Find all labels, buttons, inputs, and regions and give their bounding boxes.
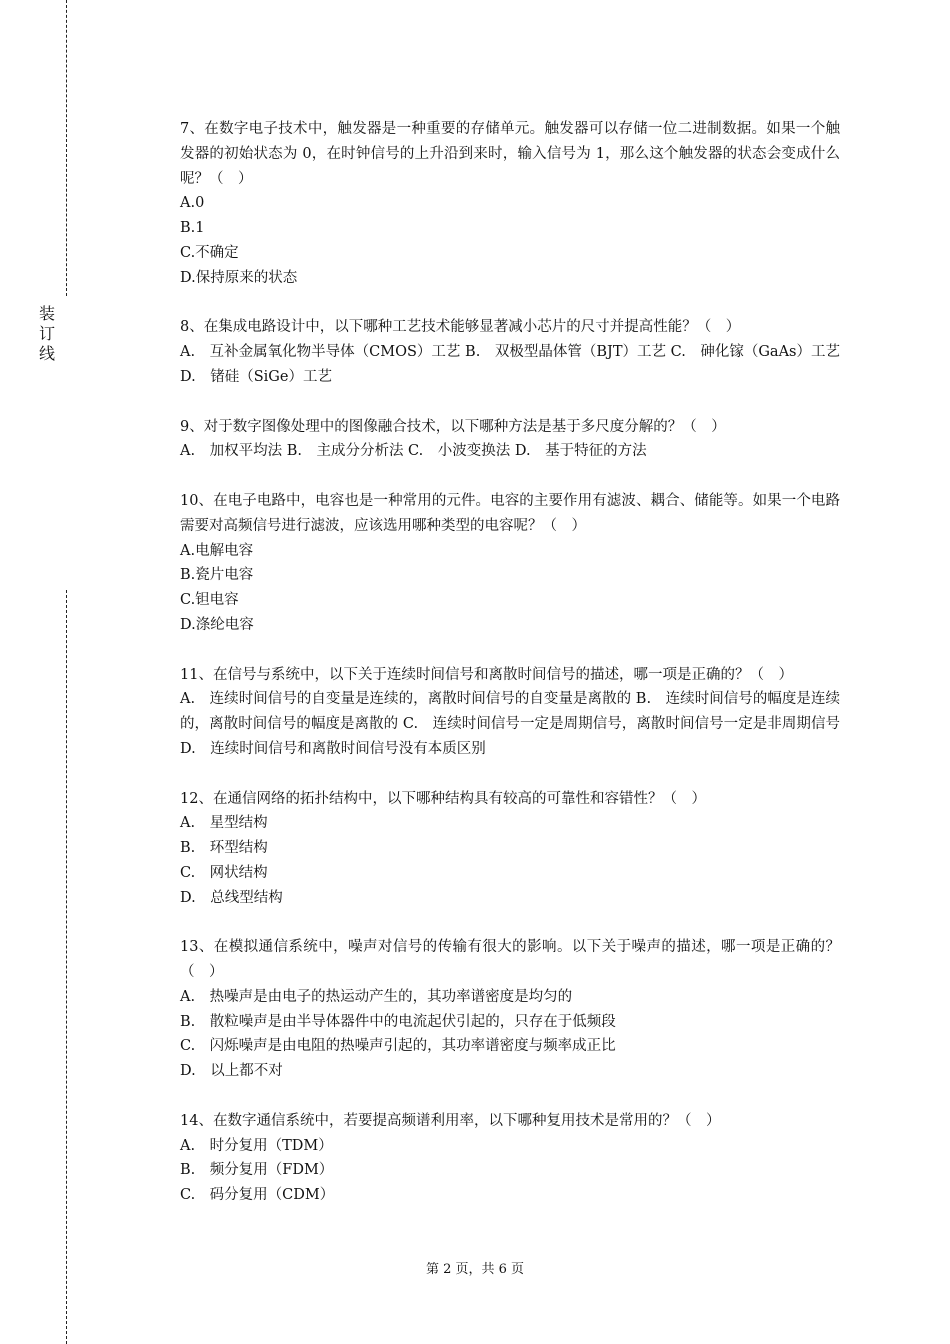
question-10 [180, 489, 840, 638]
question-stem: 10、在电子电路中，电容也是一种常用的元件。电容的主要作用有滤波、耦合、储能等。如果一个电路需要对高频信号进行滤波，应该选用哪种类型的电容呢？（ ） [180, 492, 840, 534]
binding-line-bottom [66, 590, 67, 1344]
question-stem: 14、在数字通信系统中，若要提高频谱利用率，以下哪种复用技术是常用的？（ ） [180, 1112, 721, 1129]
question-stem: 13、在模拟通信系统中，噪声对信号的传输有很大的影响。以下关于噪声的描述，哪一项是正确的？（ ） [180, 939, 840, 981]
option-d: D. 总线型结构 [180, 889, 283, 906]
option-b: B. 散粒噪声是由半导体器件中的电流起伏引起的，只存在于低频段 [180, 1013, 616, 1030]
option-c: C. 网状结构 [180, 864, 268, 881]
option-a: A. 热噪声是由电子的热运动产生的，其功率谱密度是均匀的 [180, 988, 573, 1005]
option-b: B.1 [180, 220, 205, 237]
question-7 [180, 117, 840, 291]
question-stem: 11、在信号与系统中，以下关于连续时间信号和离散时间信号的描述，哪一项是正确的？（ ） [180, 666, 793, 683]
option-a: A. 星型结构 [180, 815, 268, 832]
option-d: D.涤纶电容 [180, 616, 254, 633]
option-a: A.电解电容 [180, 542, 254, 559]
option-a: A.0 [180, 195, 205, 212]
exam-content [180, 117, 840, 1233]
option-b: B. 环型结构 [180, 840, 268, 857]
option-a: A. 时分复用（TDM） [180, 1137, 333, 1154]
option-c: C.不确定 [180, 244, 239, 261]
question-13 [180, 935, 840, 1084]
binding-line-top [66, 0, 67, 296]
question-options-inline: A. 连续时间信号的自变量是连续的，离散时间信号的自变量是离散的 B. 连续时间信号的幅度是连续的，离散时间信号的幅度是离散的 C. 连续时间信号一定是周期信号，离散时间信号一定是非周期信号 D. 连续时间信号和离散时间信号没有本质区别 [180, 691, 840, 757]
question-11 [180, 663, 840, 762]
binding-label [37, 304, 57, 364]
question-stem: 9、对于数字图像处理中的图像融合技术，以下哪种方法是基于多尺度分解的？（ ） [180, 418, 726, 435]
question-14 [180, 1109, 840, 1208]
option-d: D.保持原来的状态 [180, 269, 298, 286]
option-c: C.钽电容 [180, 592, 239, 609]
question-stem: 7、在数字电子技术中，触发器是一种重要的存储单元。触发器可以存储一位二进制数据。如果一个触发器的初始状态为 0，在时钟信号的上升沿到来时，输入信号为 1，那么这个触发器的状态会变成什么呢？（ ） [180, 121, 840, 187]
page-footer: 第 2 页，共 6 页 [425, 1262, 525, 1277]
binding-char: 线 [38, 344, 55, 363]
question-8 [180, 315, 840, 389]
option-c: C. 闪烁噪声是由电阻的热噪声引起的，其功率谱密度与频率成正比 [180, 1038, 616, 1055]
question-options-inline: A. 互补金属氧化物半导体（CMOS）工艺 B. 双极型晶体管（BJT）工艺 C. 砷化镓（GaAs）工艺 D. 锗硅（SiGe）工艺 [180, 344, 840, 385]
option-b: B. 频分复用（FDM） [180, 1162, 334, 1179]
binding-char: 订 [38, 324, 55, 343]
question-options-inline: A. 加权平均法 B. 主成分分析法 C. 小波变换法 D. 基于特征的方法 [180, 443, 647, 460]
question-12 [180, 787, 840, 911]
option-d: D. 以上都不对 [180, 1063, 283, 1080]
question-stem: 8、在集成电路设计中，以下哪种工艺技术能够显著减小芯片的尺寸并提高性能？（ ） [180, 319, 741, 336]
question-9 [180, 415, 840, 465]
binding-char: 装 [38, 304, 55, 323]
option-c: C. 码分复用（CDM） [180, 1187, 335, 1204]
option-b: B.瓷片电容 [180, 567, 254, 584]
question-stem: 12、在通信网络的拓扑结构中，以下哪种结构具有较高的可靠性和容错性？（ ） [180, 790, 706, 807]
